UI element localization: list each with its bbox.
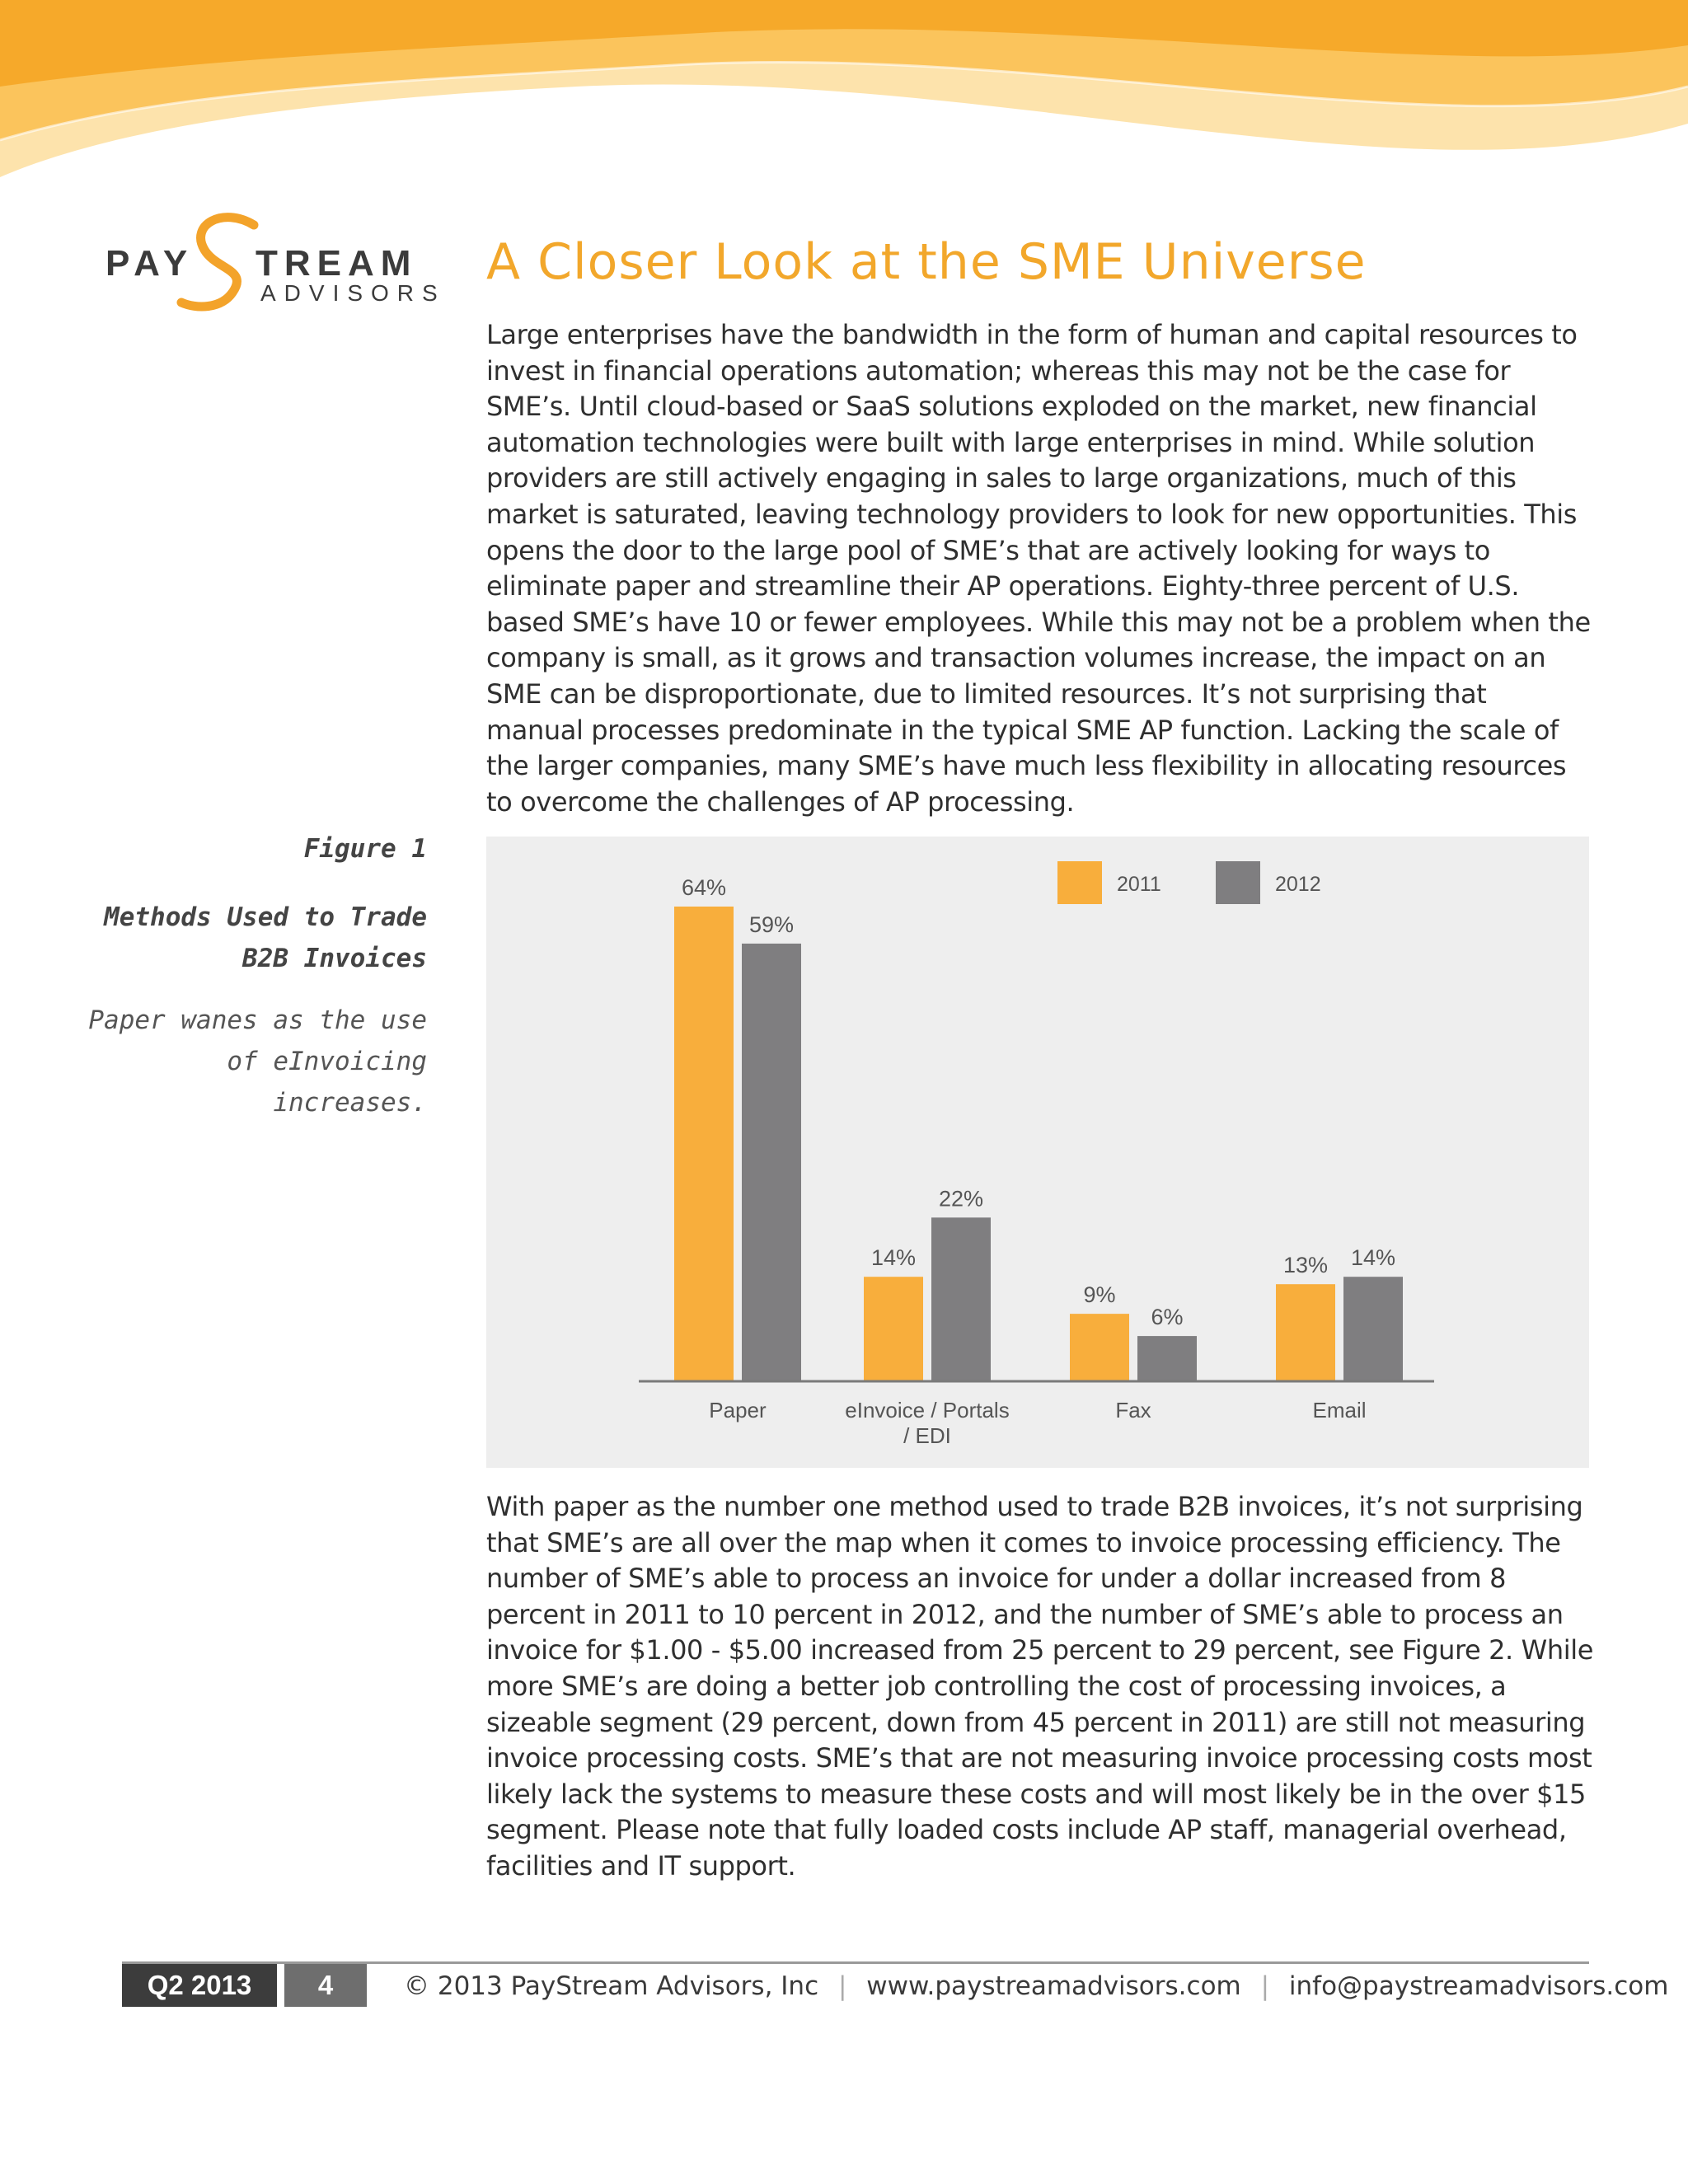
footer-email-link[interactable]: info@paystreamadvisors.com xyxy=(1288,1971,1669,2001)
bar-2012-0 xyxy=(742,944,801,1380)
legend-label: 2012 xyxy=(1275,873,1321,896)
data-label: 9% xyxy=(1083,1282,1116,1308)
legend-swatch xyxy=(1057,861,1102,904)
logo-text-tream: TREAM xyxy=(256,243,418,284)
logo-swoosh-s-icon xyxy=(173,210,264,317)
data-label: 6% xyxy=(1151,1305,1184,1330)
bar-2011-2 xyxy=(1070,1314,1129,1380)
logo-text-advisors: ADVISORS xyxy=(260,280,446,306)
data-label: 22% xyxy=(938,1186,984,1212)
footer-copyright: © 2013 PayStream Advisors, Inc xyxy=(404,1971,819,2001)
body-paragraph-1: Large enterprises have the bandwidth in the form of human and capital resources to invest in financial operations automation; whereas this may not be the case for SME’s. Until cloud-based or SaaS solutions exploded on the market, new financial automation technologies were built with large enterprises in mind. While solution providers are still actively engaging in sales to large organizations, much of this market is saturated, leaving technology providers to look for new opportunities. This opens the door to the large pool of SME’s that are actively looking for ways to eliminate paper and streamline their AP operations. Eighty-three percent of U.S. based SME’s have 10 or fewer employees. While this may not be a problem when the company is small, as it grows and transaction volumes increase, the impact on an SME can be disproportionate, due to limited resources. It’s not surprising that manual processes predominate in the typical SME AP function. Lacking the scale of the larger companies, many SME’s have much less flexibility in allocating resources to overcome the challenges of AP processing. xyxy=(486,319,1591,818)
logo-text-pay: PAY xyxy=(106,243,195,284)
x-tick-label: eInvoice / Portals xyxy=(845,1398,1010,1422)
data-label: 59% xyxy=(748,912,795,937)
figure-caption: Paper wanes as the use of eInvoicing increases. xyxy=(88,1005,427,1118)
footer-quarter-badge: Q2 2013 xyxy=(122,1964,277,2007)
x-tick-label: Paper xyxy=(709,1398,767,1422)
x-tick-label: Fax xyxy=(1115,1398,1151,1422)
paystream-logo xyxy=(106,210,446,317)
data-label: 13% xyxy=(1282,1253,1329,1278)
data-label: 14% xyxy=(870,1245,917,1271)
bar-2012-3 xyxy=(1343,1277,1403,1380)
footer-separator: | xyxy=(837,1971,847,2001)
footer-separator: | xyxy=(1260,1971,1270,2001)
bar-2012-2 xyxy=(1137,1336,1197,1380)
page-title: A Closer Look at the SME Universe xyxy=(486,233,1367,291)
bar-2011-0 xyxy=(674,907,734,1380)
bar-2012-1 xyxy=(931,1217,991,1380)
footer-page-number: 4 xyxy=(284,1964,367,2007)
bar-chart-panel xyxy=(486,837,1589,1468)
x-tick-label: Email xyxy=(1312,1398,1367,1422)
data-label: 64% xyxy=(681,875,727,900)
x-tick-label: / EDI xyxy=(903,1423,951,1448)
bar-2011-3 xyxy=(1276,1284,1335,1380)
legend-swatch xyxy=(1216,861,1260,904)
body-paragraph-2: With paper as the number one method used to trade B2B invoices, it’s not surprising that SME’s are all over the map when it comes to invoice processing efficiency. The number of SME’s able to process an invoice for under a dollar increased from 8 percent in 2011 to 10 percent in 2012, and the number of SME’s able to process an invoice for $1.00 - $5.00 increased from 25 percent to 29 percent, see Figure 2. While more SME’s are doing a better job controlling the cost of processing invoices, a sizeable segment (29 percent, down from 45 percent in 2011) are still not measuring invoice processing costs. SME’s that are not measuring invoice processing costs most likely lack the systems to measure these costs and will most likely be in the over $15 segment. Please note that fully loaded costs include AP staff, managerial overhead, facilities and IT support. xyxy=(486,1491,1593,1882)
figure-number: Figure 1 xyxy=(303,834,427,864)
footer-website-link[interactable]: www.paystreamadvisors.com xyxy=(866,1971,1241,2001)
legend-label: 2011 xyxy=(1117,873,1161,896)
bar-chart xyxy=(486,837,1589,1468)
figure-title: Methods Used to Trade B2B Invoices xyxy=(104,902,427,973)
header-wave-banner xyxy=(0,0,1688,190)
bar-2011-1 xyxy=(864,1277,923,1380)
data-label: 14% xyxy=(1350,1245,1396,1271)
footer-contact-line xyxy=(404,1971,1668,2001)
